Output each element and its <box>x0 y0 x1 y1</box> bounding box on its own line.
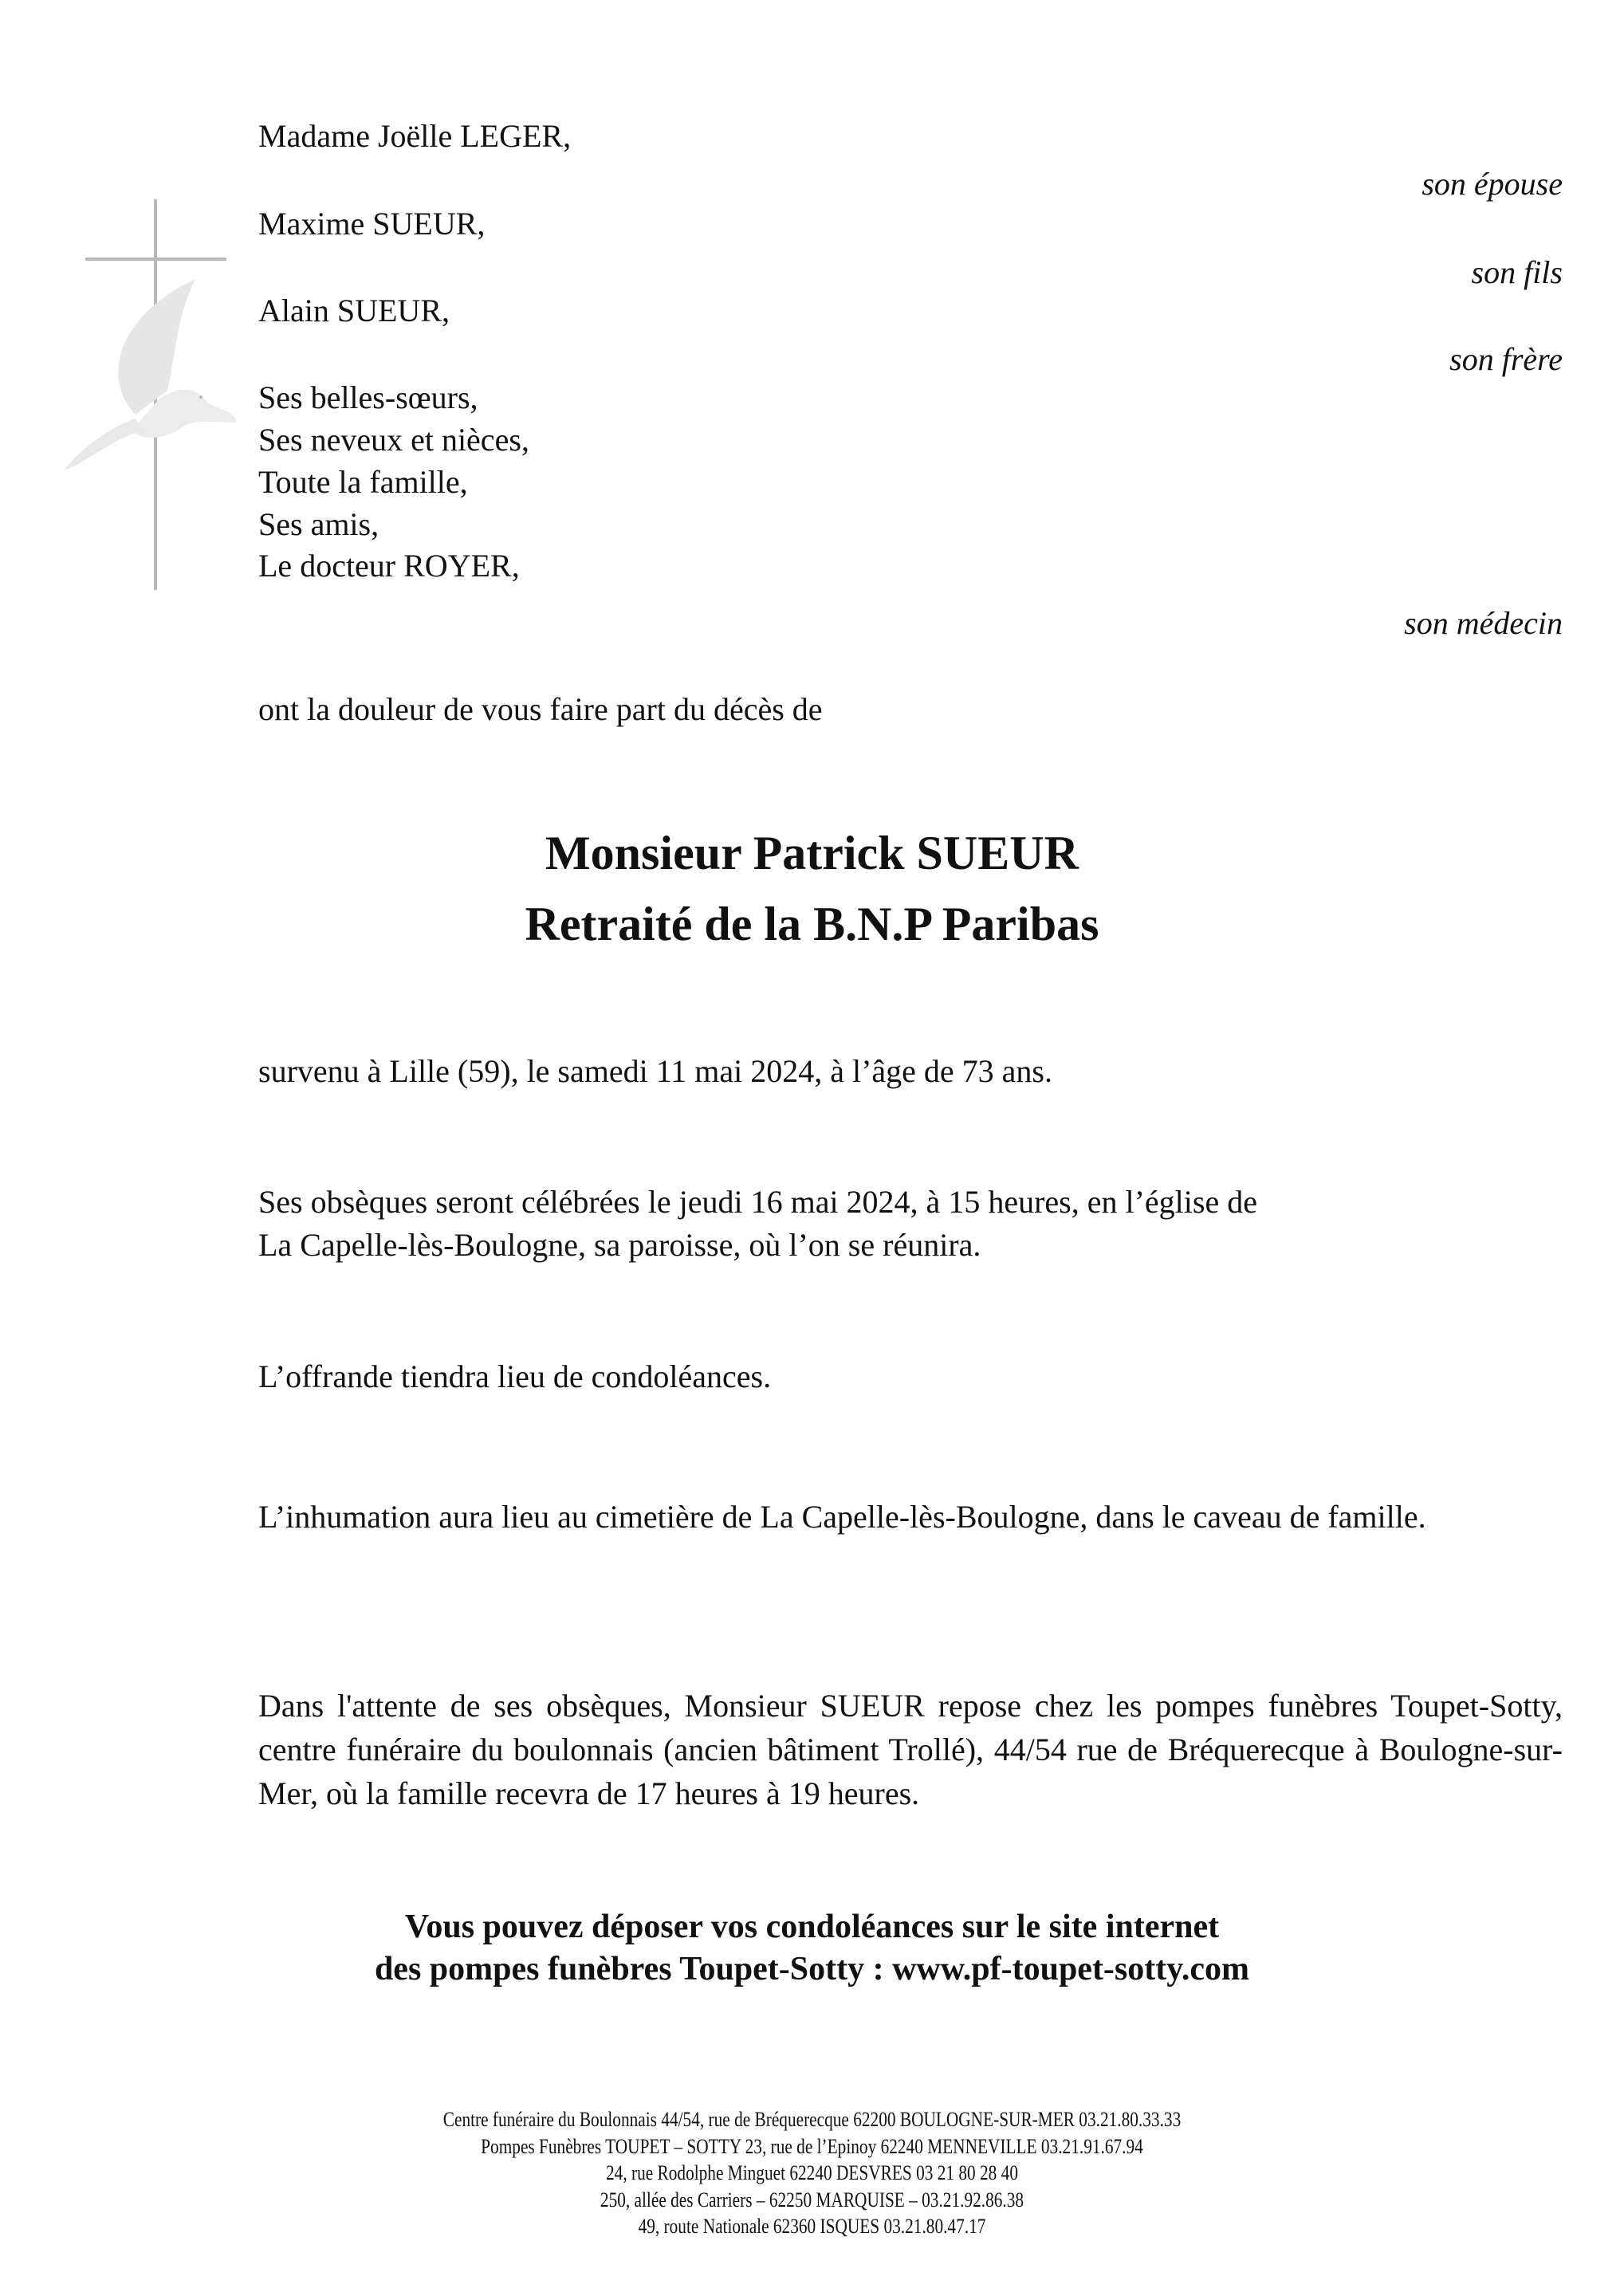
family-name: Maxime SUEUR, <box>258 206 486 242</box>
death-notice: survenu à Lille (59), le samedi 11 mai 2024, à l’âge de 73 ans. <box>258 1053 1052 1089</box>
cross-horizontal <box>85 258 226 261</box>
deceased-name: Monsieur Patrick SUEUR <box>545 827 1079 879</box>
family-name: Alain SUEUR, <box>258 293 450 328</box>
family-relation: son épouse <box>1421 166 1563 202</box>
burial-notice: L’inhumation aura lieu au cimetière de La Capelle-lès-Boulogne, dans le caveau de famille. <box>258 1499 1426 1535</box>
announcement: ont la douleur de vous faire part du décès de <box>258 691 823 727</box>
family-name: Madame Joëlle LEGER, <box>258 118 572 154</box>
condolences-line: Vous pouvez déposer vos condoléances sur le site internet <box>404 1909 1220 1945</box>
other-mourner: Ses belles-sœurs, <box>258 379 478 415</box>
footer-line: Pompes Funèbres TOUPET – SOTTY 23, rue de l’Epinoy 62240 MENNEVILLE 03.21.91.67.94 <box>481 2134 1143 2158</box>
doctor-relation: son médecin <box>1404 605 1563 641</box>
dove-icon <box>56 271 247 478</box>
footer-addresses <box>0 2106 1624 2240</box>
deceased-title: Retraité de la B.N.P Paribas <box>525 898 1099 950</box>
other-mourner: Toute la famille, <box>258 464 468 500</box>
other-mourner: Ses amis, <box>258 506 379 542</box>
funeral-line: Ses obsèques seront célébrées le jeudi 16 mai 2024, à 15 heures, en l’église de <box>258 1184 1257 1220</box>
footer-line: 250, allée des Carriers – 62250 MARQUISE – 03.21.92.86.38 <box>600 2188 1024 2211</box>
condolences-line: des pompes funèbres Toupet-Sotty : www.pf-toupet-sotty.com <box>374 1951 1250 1987</box>
footer-line: 24, rue Rodolphe Minguet 62240 DESVRES 03 21 80 28 40 <box>605 2161 1019 2184</box>
other-mourner: Ses neveux et nièces, <box>258 422 529 458</box>
funeral-line: La Capelle-lès-Boulogne, sa paroisse, où l’on se réunira. <box>258 1227 981 1263</box>
family-relation: son frère <box>1449 341 1563 377</box>
rest-notice: Dans l'attente de ses obsèques, Monsieur SUEUR repose chez les pompes funèbres Toupet-Sotty, centre funéraire du boulonnais (ancien bâtiment Trollé), 44/54 rue de Bréquerecque à Boulogne-sur-Mer, où la famille recevra de 17 heures à 19 heures. <box>258 1688 1563 1811</box>
footer-line: Centre funéraire du Boulonnais 44/54, rue de Bréquerecque 62200 BOULOGNE-SUR-MER 03.21.80.33.33 <box>442 2108 1182 2131</box>
family-relation: son fils <box>1471 254 1563 290</box>
footer-line: 49, route Nationale 62360 ISQUES 03.21.80.47.17 <box>638 2215 986 2238</box>
other-mourner: Le docteur ROYER, <box>258 548 520 584</box>
offering-notice: L’offrande tiendra lieu de condoléances. <box>258 1358 772 1394</box>
